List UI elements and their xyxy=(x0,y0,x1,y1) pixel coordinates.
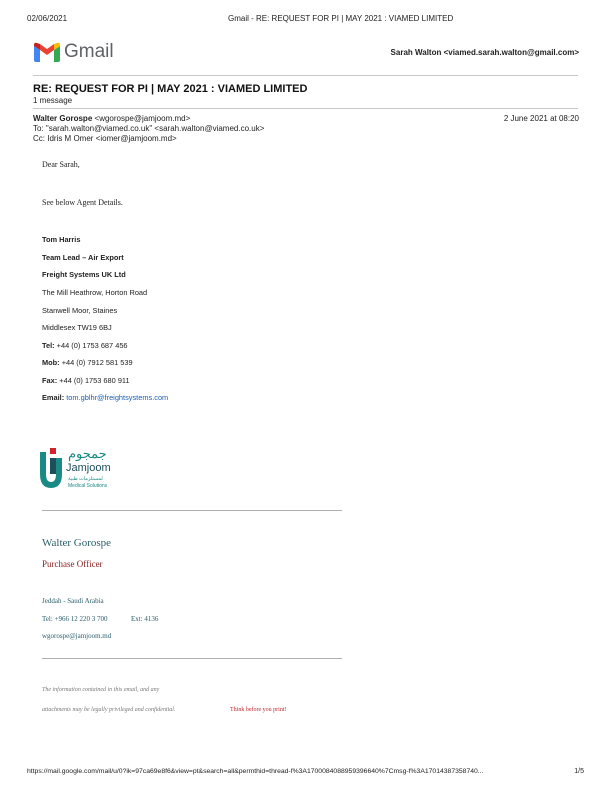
logo-sub: Medical Solutions xyxy=(68,483,108,489)
sender-name: Walter Gorospe xyxy=(33,114,93,123)
signature-tel: Tel: +966 12 220 3 700 xyxy=(42,615,108,623)
agent-name: Tom Harris xyxy=(42,235,81,244)
agent-address-line: Stanwell Moor, Staines xyxy=(42,306,118,315)
agent-tel xyxy=(42,341,128,350)
message-count: 1 message xyxy=(33,96,73,105)
agent-fax xyxy=(42,376,130,385)
body-line: See below Agent Details. xyxy=(42,198,123,207)
sender-email: <wgorospe@jamjoom.md> xyxy=(94,114,191,123)
signature-divider xyxy=(42,510,342,511)
agent-address-line: Middlesex TW19 6BJ xyxy=(42,323,112,332)
sender xyxy=(33,114,190,123)
disclaimer-line: attachments may be legally privileged and confidential. xyxy=(42,707,176,713)
jamjoom-mark-icon xyxy=(40,448,62,492)
message-date: 2 June 2021 at 08:20 xyxy=(503,114,579,123)
gmail-logo-text: Gmail xyxy=(64,41,114,62)
agent-address-line: The Mill Heathrow, Horton Road xyxy=(42,288,148,297)
agent-email xyxy=(42,393,168,402)
mob-value: +44 (0) 7912 581 539 xyxy=(61,358,133,367)
agent-email-link[interactable]: tom.gblhr@freightsystems.com xyxy=(66,393,169,402)
fax-label: Fax: xyxy=(42,376,58,385)
disclaimer-line: The information contained in this email, and any xyxy=(42,687,160,693)
signature-location: Jeddah - Saudi Arabia xyxy=(42,597,104,605)
signature-title: Purchase Officer xyxy=(42,559,103,569)
print-title: Gmail - RE: REQUEST FOR PI | MAY 2021 : VIAMED LIMITED xyxy=(228,14,454,23)
logo-arabic: جمجوم xyxy=(68,446,107,461)
signature-email[interactable]: wgorospe@jamjoom.md xyxy=(42,632,112,640)
footer-url: https://mail.google.com/mail/u/0?ik=97ca69e8f6&view=pt&search=all&permthid=thread-f%3A1700084088959396640%7Cmsg-f%3A17014387358740... xyxy=(27,768,484,775)
divider xyxy=(33,75,578,76)
mob-label: Mob: xyxy=(42,358,60,367)
signature-name: Walter Gorospe xyxy=(42,537,112,549)
recipient-cc: Cc: Idris M Omer <iomer@jamjoom.md> xyxy=(33,134,177,143)
tel-value: +44 (0) 1753 687 456 xyxy=(56,341,128,350)
thread-subject: RE: REQUEST FOR PI | MAY 2021 : VIAMED LIMITED xyxy=(33,83,308,95)
greeting: Dear Sarah, xyxy=(42,160,80,169)
divider xyxy=(33,108,578,109)
logo-name: Jamjoom xyxy=(66,462,111,474)
print-note: Think before you print! xyxy=(230,707,287,713)
jamjoom-logo xyxy=(40,446,120,496)
agent-role: Team Lead – Air Export xyxy=(42,253,124,262)
gmail-logo-icon[interactable] xyxy=(34,42,60,62)
page-number: 1/5 xyxy=(574,768,584,775)
signature-ext: Ext: 4136 xyxy=(131,615,159,623)
tel-label: Tel: xyxy=(42,341,55,350)
recipient-to: To: "sarah.walton@viamed.co.uk" <sarah.walton@viamed.co.uk> xyxy=(33,124,265,133)
agent-company: Freight Systems UK Ltd xyxy=(42,270,126,279)
signature-divider xyxy=(42,658,342,659)
fax-value: +44 (0) 1753 680 911 xyxy=(59,376,130,385)
logo-sub-arabic: لمستلزمات طبية xyxy=(68,476,103,482)
account-email: Sarah Walton <viamed.sarah.walton@gmail.com> xyxy=(390,48,579,57)
email-label: Email: xyxy=(42,393,65,402)
print-date: 02/06/2021 xyxy=(27,14,68,23)
agent-mob xyxy=(42,358,133,367)
